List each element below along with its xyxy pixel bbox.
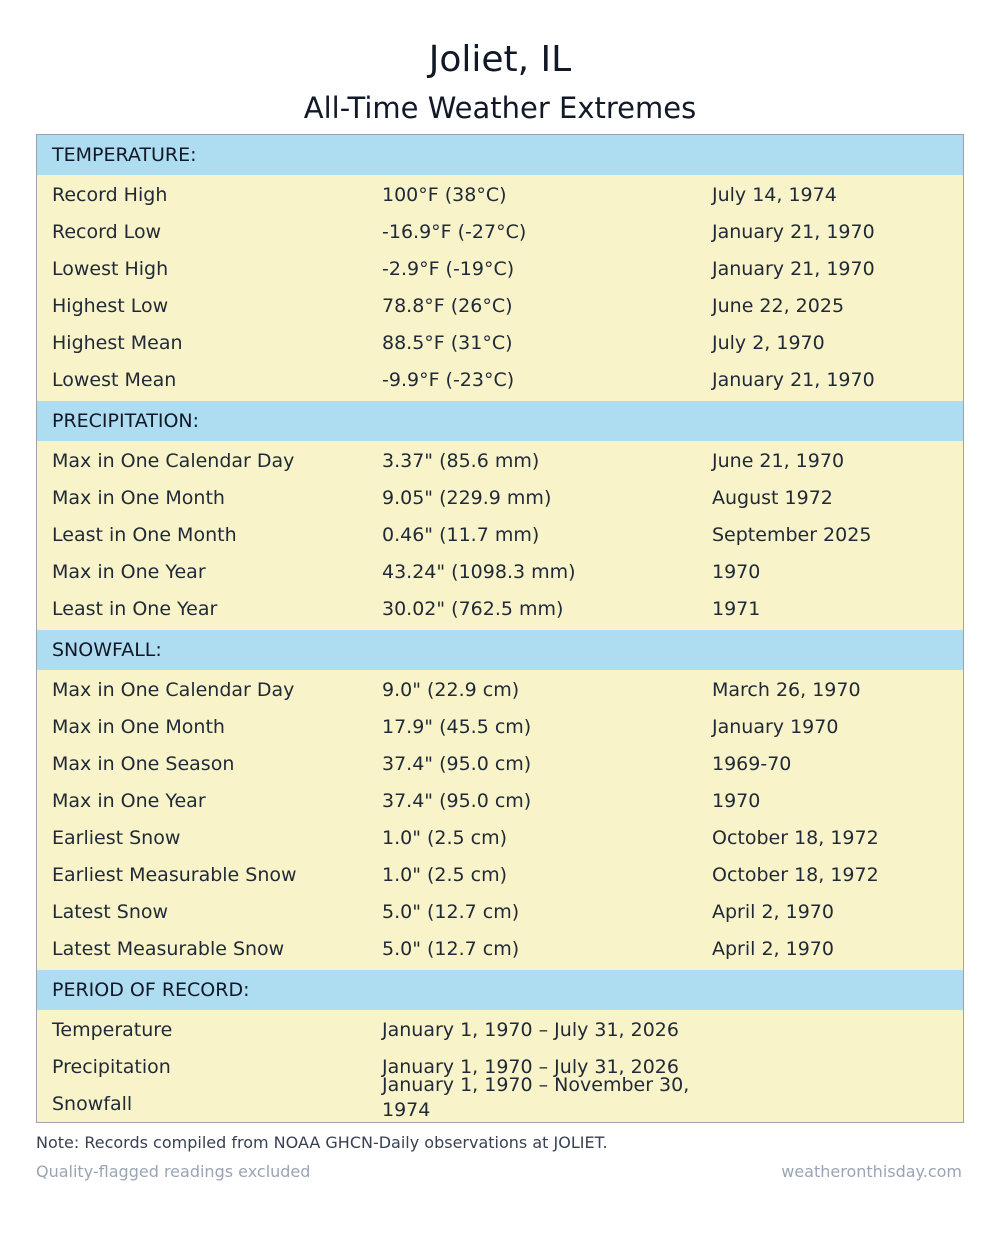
record-date: September 2025 [712,523,872,546]
table-row [37,479,963,516]
record-label: Highest Mean [52,331,183,354]
period-label: Snowfall [52,1092,133,1115]
record-label: Max in One Month [52,486,225,509]
section-header-period: PERIOD OF RECORD: [37,970,963,1010]
record-label: Latest Measurable Snow [52,937,285,960]
record-value: -2.9°F (-19°C) [382,257,515,280]
table-row [37,361,963,398]
period-range: January 1, 1970 – November 30, 1974 [382,1074,690,1121]
table-row [37,819,963,856]
record-label: Lowest Mean [52,368,177,391]
record-label: Max in One Calendar Day [52,678,295,701]
footer-quality-note: Quality-flagged readings excluded [36,1162,311,1181]
record-date: January 1970 [712,715,839,738]
record-value: 3.37" (85.6 mm) [382,449,540,472]
record-label: Max in One Year [52,560,206,583]
period-label: Temperature [52,1018,173,1041]
record-date: July 14, 1974 [712,183,837,206]
record-value: 30.02" (762.5 mm) [382,597,564,620]
record-value: -16.9°F (-27°C) [382,220,527,243]
record-date: April 2, 1970 [712,900,834,923]
section-body-snowfall [37,670,963,970]
table-row [37,893,963,930]
table-row [37,782,963,819]
page-subtitle: All-Time Weather Extremes [303,91,697,125]
table-row [37,176,963,213]
record-date: June 21, 1970 [712,449,845,472]
section-body-period [37,1010,963,1122]
record-label: Earliest Measurable Snow [52,863,297,886]
record-value: 78.8°F (26°C) [382,294,513,317]
section-header-temperature: TEMPERATURE: [37,135,963,175]
table-row [37,516,963,553]
table-row [37,553,963,590]
record-value: 37.4" (95.0 cm) [382,789,532,812]
section-body-temperature [37,175,963,401]
period-range: January 1, 1970 – July 31, 2026 [382,1018,679,1041]
record-date: March 26, 1970 [712,678,861,701]
record-label: Record High [52,183,168,206]
record-date: October 18, 1972 [712,826,879,849]
section-header-snowfall: SNOWFALL: [37,630,963,670]
table-row [37,1074,963,1122]
record-date: June 22, 2025 [712,294,845,317]
record-date: April 2, 1970 [712,937,834,960]
extremes-table [36,134,964,1123]
table-row [37,671,963,708]
record-value: 43.24" (1098.3 mm) [382,560,576,583]
record-date: 1969-70 [712,752,792,775]
record-value: 37.4" (95.0 cm) [382,752,532,775]
period-label: Precipitation [52,1055,171,1078]
table-row [37,287,963,324]
record-value: 5.0" (12.7 cm) [382,900,520,923]
table-row [37,745,963,782]
record-value: 0.46" (11.7 mm) [382,523,540,546]
record-date: 1970 [712,560,761,583]
record-label: Record Low [52,220,162,243]
footer-note: Note: Records compiled from NOAA GHCN-Daily observations at JOLIET. [36,1133,608,1152]
table-row [37,590,963,627]
section-header-precipitation: PRECIPITATION: [37,401,963,441]
record-value: 5.0" (12.7 cm) [382,937,520,960]
period-range: January 1, 1970 – July 31, 2026 [382,1055,679,1078]
record-date: January 21, 1970 [712,220,875,243]
record-date: August 1972 [712,486,833,509]
page-title: Joliet, IL [428,39,572,80]
footer-source-link[interactable]: weatheronthisday.com [781,1162,962,1181]
record-value: 1.0" (2.5 cm) [382,863,508,886]
record-label: Latest Snow [52,900,169,923]
record-label: Max in One Calendar Day [52,449,295,472]
section-body-precipitation [37,441,963,630]
record-value: 88.5°F (31°C) [382,331,513,354]
record-date: January 21, 1970 [712,368,875,391]
record-label: Max in One Season [52,752,235,775]
table-row [37,930,963,967]
record-label: Least in One Month [52,523,237,546]
table-row [37,250,963,287]
record-date: January 21, 1970 [712,257,875,280]
record-label: Max in One Month [52,715,225,738]
record-value: 9.0" (22.9 cm) [382,678,520,701]
record-value: 1.0" (2.5 cm) [382,826,508,849]
record-date: October 18, 1972 [712,863,879,886]
record-label: Earliest Snow [52,826,181,849]
record-value: 9.05" (229.9 mm) [382,486,552,509]
record-date: July 2, 1970 [712,331,825,354]
record-label: Least in One Year [52,597,218,620]
table-row [37,708,963,745]
record-label: Highest Low [52,294,169,317]
table-row [37,213,963,250]
table-row [37,442,963,479]
table-row [37,856,963,893]
record-value: 17.9" (45.5 cm) [382,715,532,738]
record-value: -9.9°F (-23°C) [382,368,515,391]
table-row [37,324,963,361]
table-row [37,1011,963,1048]
record-date: 1970 [712,789,761,812]
record-value: 100°F (38°C) [382,183,507,206]
record-date: 1971 [712,597,761,620]
record-label: Lowest High [52,257,169,280]
record-label: Max in One Year [52,789,206,812]
